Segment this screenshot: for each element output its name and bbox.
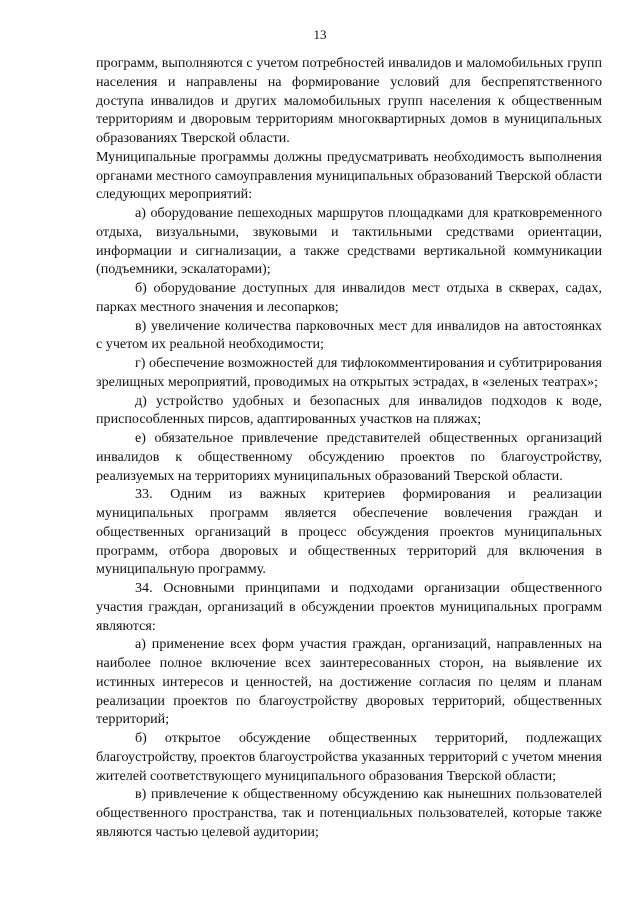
list-item-b: б) оборудование доступных для инвалидов мест отдыха в скверах, садах, парках местного значения и лесопарков;: [96, 280, 602, 315]
paragraph-municipal-programs: Муниципальные программы должны предусматривать необходимость выполнения органами местного самоуправления муниципальных образований Тверской области следующих мероприятий:: [96, 148, 602, 203]
list-item-a: а) оборудование пешеходных маршрутов площадками для кратковременного отдыха, визуальными, звуковыми и тактильными средствами ориентации, информации и сигнализации, а также средствами вертикальной коммуникации (подъемники, эскалаторами);: [96, 205, 602, 278]
clause-34-item-v: в) привлечение к общественному обсуждению как нынешних пользователей общественного пространства, так и потенциальных пользователей, которые также являются частью целевой аудитории;: [96, 786, 602, 840]
clause-34-item-b: б) открытое обсуждение общественных территорий, подлежащих благоустройству, проектов благоустройства указанных территорий с учетом мнения жителей соответствующего муниципального образования Тверской области;: [96, 730, 602, 784]
clause-34: 34. Основными принципами и подходами организации общественного участия граждан, организаций в обсуждении проектов муниципальных программ являются:: [96, 580, 602, 634]
clause-33: 33. Одним из важных критериев формирования и реализации муниципальных программ является обеспечение вовлечения граждан и общественных организаций в процесс обсуждения проектов муниципальных программ, отбора дворовых и общественных территорий для включения в муниципальную программу.: [96, 486, 602, 578]
page-number: 13: [313, 27, 327, 42]
list-item-v: в) увеличение количества парковочных мест для инвалидов на автостоянках с учетом их реальной необходимости;: [96, 317, 602, 353]
document-body: [96, 54, 602, 842]
list-item-g: г) обеспечение возможностей для тифлокомментирования и субтитрирования зрелищных мероприятий, проводимых на открытых эстрадах, в «зеленых театрах»;: [96, 355, 602, 390]
list-item-e: е) обязательное привлечение представителей общественных организаций инвалидов к общественному обсуждению проектов по благоустройству, реализуемых на территориях муниципальных образований Тверской области.: [96, 430, 602, 484]
list-item-d: д) устройство удобных и безопасных для инвалидов подходов к воде, приспособленных пирсов, адаптированных участков на пляжах;: [96, 392, 602, 428]
clause-34-item-a: а) применение всех форм участия граждан, организаций, направленных на наиболее полное включение всех заинтересованных сторон, на выявление их истинных интересов и ценностей, на достижение согласия по целям и планам реализации проектов по благоустройству дворовых территорий, общественных территорий;: [96, 636, 602, 728]
paragraph-intro: программ, выполняются с учетом потребностей инвалидов и маломобильных групп населения и направлены на формирование условий для беспрепятственного доступа инвалидов и других маломобильных групп населения к общественным территориям и дворовым территориям многоквартирных домов в муниципальных образованиях Тверской области.: [96, 55, 602, 146]
